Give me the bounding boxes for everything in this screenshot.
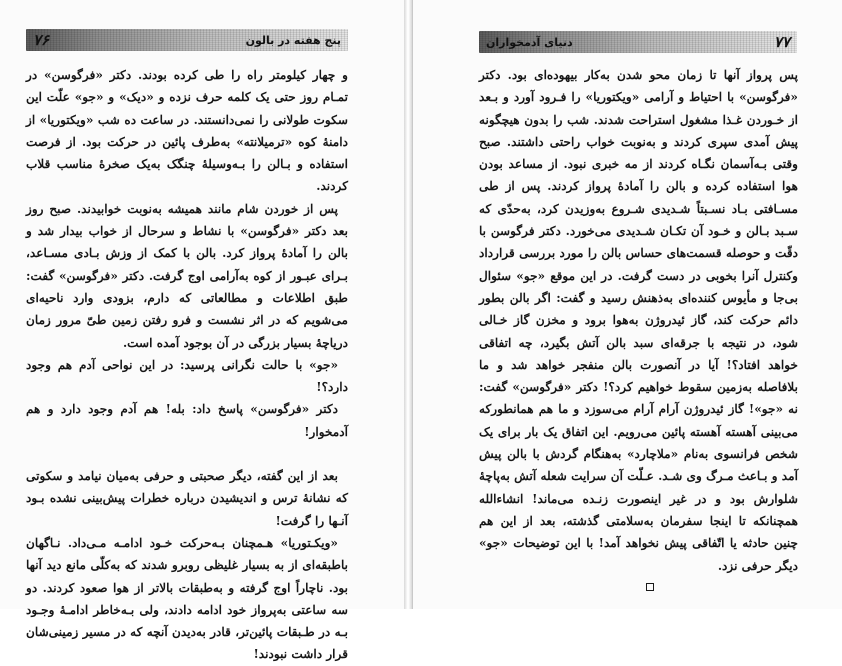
paragraph: دکتر «فرگوسن» پاسخ داد: بله! هم آدم وجود دارد و هم آدمخوار! [26, 402, 348, 439]
left-page-number: ۷۶ [33, 31, 50, 49]
paragraph: بعد از این گفته، دیگر صحبتی و حرفی به‌میان نیامد و سکوتی که نشانهٔ ترس و اندیشیدن درباره خطرات پیش‌بینی نشده بـود آنـها را گرفت! [26, 469, 348, 528]
right-page [412, 0, 842, 609]
paragraph: و چهار کیلومتر راه را طی کرده بودند. دکتر «فرگوسن» در تمـام روز حتی یک کلمه حرف نزده و «دیک» و «جو» علّت این سکوت طولانی را نمی‌دانستند. در ساعت ده شب «ویکتوریا» از دامنهٔ کوه «ترمیلانته» به‌طرف پائین در حرکت بود. از فرصت استفاده و بـالن را بـه‌وسیلهٔ چنگک به‌یک صخرهٔ مناسب قلاب کردند. [26, 68, 348, 194]
right-page-header [479, 31, 797, 53]
paragraph: پس پرواز آنها تا زمان محو شدن به‌کار بیهوده‌ای بود. دکتر «فرگوسن» با احتیاط و آرامی «ویکتوریا» را فـرود آورد و بـعد از خـوردن غـذا مشغول استراحت شدند. شب را بدون هیچگونه پیش آمدی سپری کردند و به‌نوبت خواب راحتی داشتند. صبح وقتی بـه‌آسمان نگـاه کردند از مه خبری نبود. از مساعد بودن هوا استفاده کرده و بالن را آمادهٔ پرواز کردند. پس از طی مسـافتی بـاد نسـبتاً شـدیدی شـروع به‌وزیدن کرد، به‌حدّی که سـبد بـالن و خـود آن تکـان شـدیدی می‌خورد. دکتر فرگوسن با دقّت و حوصله قسمت‌های حساس بالن را مورد بررسی قرارداد وکنترل آنرا بخوبی در دست گرفت. در این موقع «جو» سئوال بی‌جا و مأیوس کننده‌ای به‌ذهنش رسید و گفت: اگر بالن بطور دائم حرکت کند، گاز ئیدروژن به‌هوا برود و مخزن گاز خـالی شود، در نتیجه با جرقه‌ای سبد بالن آتش بگیرد، چه اتفاقی خواهد افتاد؟! آیا در آنصورت بالن منفجر خواهد شد و ما بلافاصله به‌زمین سقوط خواهیم کرد؟! دکتر «فرگوسن» گفت: نه «جو»! گاز ئیدروژن آرام آرام می‌سوزد و ما هم همانطورکه می‌بینی آهسته آهسته پائین می‌رویم. این اتفاق یک بار برای یک شخص فرانسوی به‌نام «ملاچارد» به‌هنگام گردش با بالن پیش آمد و بـاعث مـرگ وی شـد. عـلّت آن سرایت شعله آتش به‌پاچهٔ شلوارش بود و در غیر اینصورت زنـده می‌ماند! انشاءالله همچنانکه تا اینجا سفرمان به‌سلامتی گذشته، بعد از این هم چنین حادثه یا اتّفاقی پیش نخواهد آمد! با این توضیحات «جو» دیگر حرفی نزد. [479, 68, 798, 573]
left-page-running-title: پنج هفته در بالون [245, 33, 341, 47]
right-page-text [479, 64, 798, 577]
paragraph-gap [26, 443, 348, 465]
paragraph: پس از خوردن شام مانند همیشه به‌نوبت خوابیدند. صبح روز بعد دکتر «فرگوسن» با نشاط و سرحال از خواب بیدار شد و بالن را آمادهٔ پرواز کرد. بالن با کمک از وزش بـادی مسـاعد، بـرای عبـور از کوه به‌آرامی اوج گرفت. دکتر «فرگوسن» گفت: طبق اطلاعات و مطالعاتی که دارم، بزودی وارد ناحیه‌ای می‌شویم که در اثر نشست و فرو رفتن زمین طیّ مرور زمان دریاچهٔ بسیار بزرگی در آن بوجود آمده است. [26, 201, 348, 350]
right-page-number: ۷۷ [773, 33, 790, 51]
end-of-chapter-square-icon [646, 583, 654, 591]
left-page [0, 0, 405, 662]
right-page-running-title: دنیای آدمخواران [486, 35, 573, 49]
left-page-text [26, 64, 348, 666]
paragraph: «ویکـتوریا» هـمچنان بـه‌حرکت خـود ادامـه مـی‌داد. نـاگهان باطبقه‌ای از به بسیار غلیظی روبرو شدند که به‌کلّی مانع دید آنها بود. ناچاراً اوج گرفته و به‌طبقات بالاتر از هوا صعود کردند. دو سه ساعتی به‌پرواز خود ادامه دادند، ولی بـه‌خاطر ادامـهٔ وجـود بـه در طـبقات پائین‌تر، قادر به‌دیدن آنچه که در مسیر زمینی‌شان قرار داشت نبودند! [26, 535, 348, 662]
left-page-header [26, 29, 348, 51]
book-gutter [404, 0, 412, 609]
paragraph: «جو» با حالت نگرانی پرسید: در این نواحی آدم هم وجود دارد؟! [26, 357, 348, 395]
